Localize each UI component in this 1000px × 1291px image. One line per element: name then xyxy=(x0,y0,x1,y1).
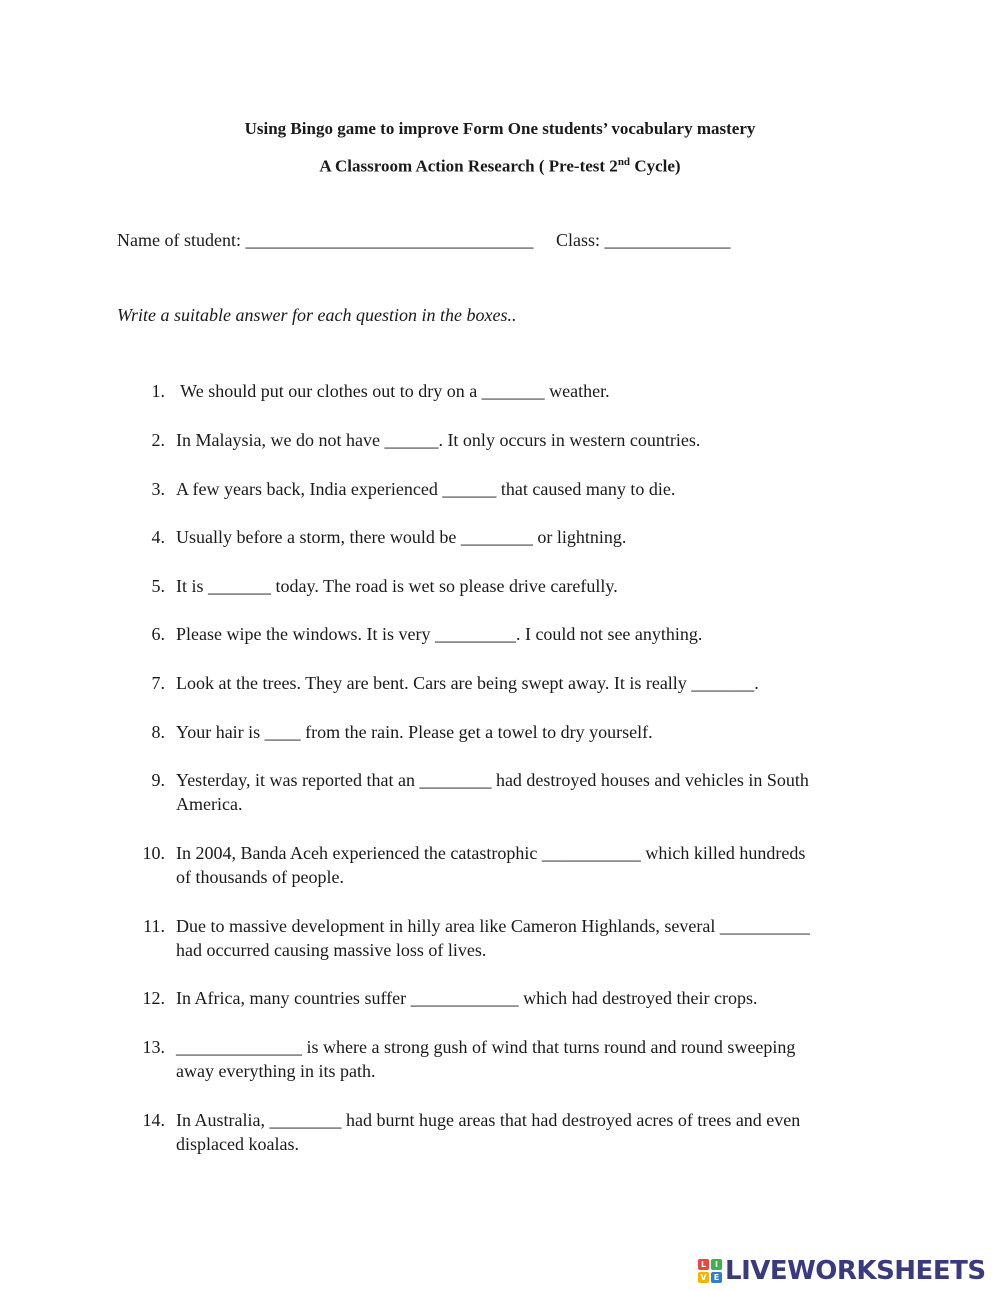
question-line: of thousands of people. xyxy=(176,867,344,887)
question-text[interactable] xyxy=(176,1035,876,1083)
question-text[interactable]: Your hair is ____ from the rain. Please get a towel to dry yourself. xyxy=(176,722,653,742)
student-info-row xyxy=(117,230,731,251)
question-text[interactable]: In Malaysia, we do not have ______. It only occurs in western countries. xyxy=(176,430,701,450)
question-line: Yesterday, it was reported that an ________ had destroyed houses and vehicles in South xyxy=(176,770,809,790)
question-line: In 2004, Banda Aceh experienced the catastrophic ___________ which killed hundreds xyxy=(176,843,806,863)
logo-text: LIVEWORKSHEETS xyxy=(725,1256,986,1286)
question-line: Due to massive development in hilly area like Cameron Highlands, several __________ xyxy=(176,916,810,936)
logo-mark-letter: L xyxy=(698,1259,709,1270)
logo-mark-letter: E xyxy=(711,1272,722,1283)
question-number: 1. xyxy=(151,381,165,401)
question-number: 10. xyxy=(142,843,165,863)
question-text[interactable]: Look at the trees. They are bent. Cars are being swept away. It is really _______. xyxy=(176,673,759,693)
logo-mark-letter: I xyxy=(711,1259,722,1270)
question-text[interactable]: In Africa, many countries suffer ____________ which had destroyed their crops. xyxy=(176,988,758,1008)
question-text[interactable]: Usually before a storm, there would be ________ or lightning. xyxy=(176,527,627,547)
question-text[interactable] xyxy=(176,768,876,816)
liveworksheets-logo xyxy=(698,1254,986,1288)
question-line: America. xyxy=(176,794,243,814)
question-number: 11. xyxy=(143,916,165,936)
question-text[interactable]: It is _______ today. The road is wet so please drive carefully. xyxy=(176,576,618,596)
question-text[interactable] xyxy=(176,914,876,962)
question-line: away everything in its path. xyxy=(176,1061,376,1081)
name-blank[interactable]: ________________________________ xyxy=(245,230,534,250)
logo-mark-letter: V xyxy=(698,1272,709,1283)
question-line: ______________ is where a strong gush of wind that turns round and round sweeping xyxy=(176,1037,796,1057)
class-label: Class: xyxy=(555,230,600,250)
question-text[interactable]: A few years back, India experienced ______ that caused many to die. xyxy=(176,479,676,499)
class-blank[interactable]: ______________ xyxy=(604,230,731,250)
question-number: 12. xyxy=(142,988,165,1008)
question-text[interactable]: We should put our clothes out to dry on a _______ weather. xyxy=(176,381,610,401)
question-number: 13. xyxy=(142,1037,165,1057)
question-number: 6. xyxy=(151,624,165,644)
question-text[interactable]: Please wipe the windows. It is very _________. I could not see anything. xyxy=(176,624,703,644)
subtitle-superscript: nd xyxy=(617,156,631,168)
worksheet-title: Using Bingo game to improve Form One students’ vocabulary mastery xyxy=(244,119,756,138)
subtitle-prefix: A Classroom Action Research ( Pre-test 2 xyxy=(319,156,618,176)
question-number: 8. xyxy=(151,722,165,742)
question-text[interactable] xyxy=(176,1108,876,1156)
subtitle-suffix: Cycle) xyxy=(630,156,681,176)
question-text[interactable] xyxy=(176,841,876,889)
question-number: 9. xyxy=(151,770,165,790)
question-number: 14. xyxy=(142,1110,165,1130)
logo-mark-icon xyxy=(698,1259,722,1283)
question-number: 3. xyxy=(151,479,165,499)
name-label: Name of student: xyxy=(117,230,241,250)
question-line: displaced koalas. xyxy=(176,1134,299,1154)
question-number: 5. xyxy=(151,576,165,596)
question-number: 2. xyxy=(151,430,165,450)
worksheet-subtitle xyxy=(0,156,1000,177)
question-line: had occurred causing massive loss of lives. xyxy=(176,940,487,960)
question-number: 7. xyxy=(151,673,165,693)
question-line: In Australia, ________ had burnt huge areas that had destroyed acres of trees and even xyxy=(176,1110,801,1130)
instruction-text: Write a suitable answer for each question in the boxes.. xyxy=(117,305,517,325)
question-number: 4. xyxy=(151,527,165,547)
